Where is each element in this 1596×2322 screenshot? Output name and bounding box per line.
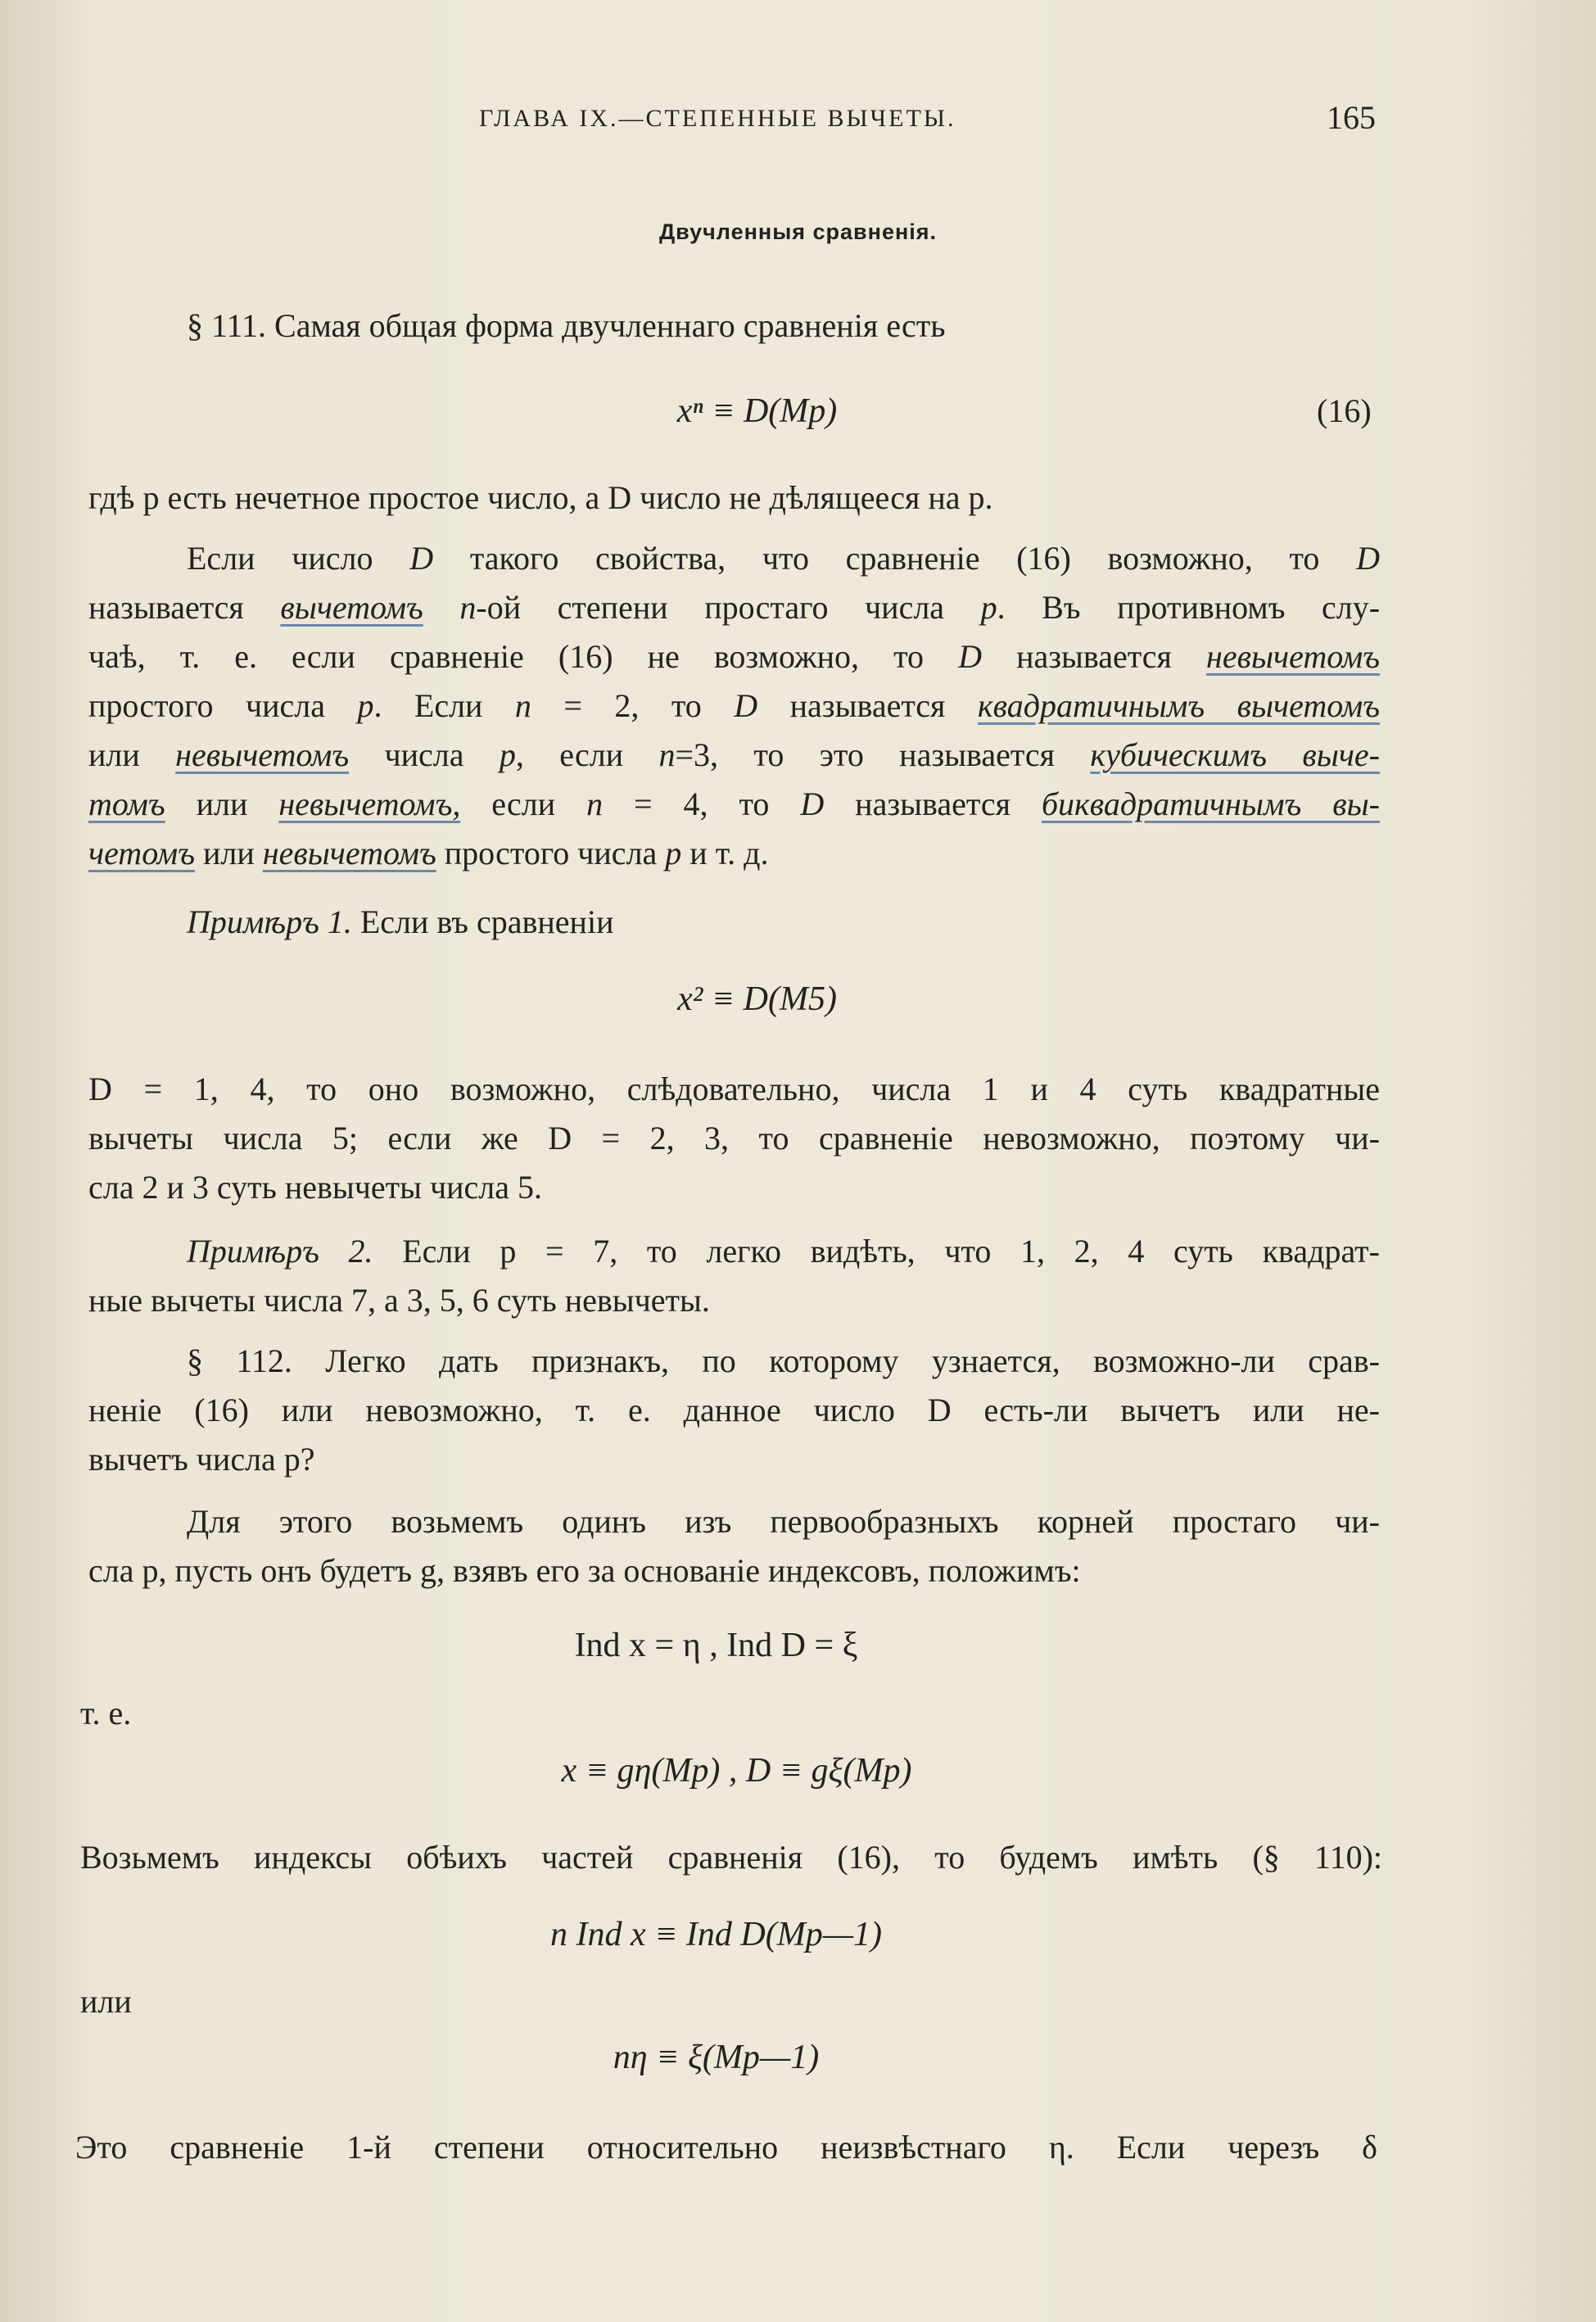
underlined-term: томъ [88,785,165,822]
text-line: чаѣ, т. е. если сравненіе (16) не возможно, то D называется невычетомъ [88,638,1380,675]
text-line: Примѣръ 1. Если въ сравненіи [187,903,614,940]
text-line: Это сравненіе 1-й степени относительно неизвѣстнаго η. Если черезъ δ [75,2129,1377,2166]
underlined-term: биквадратичнымъ вы- [1041,785,1380,822]
equation-powers: x ≡ gη(Mp) , D ≡ gξ(Mp) [561,1752,912,1790]
text-line: сла p, пусть онъ будетъ g, взявъ его за основаніе индексовъ, положимъ: [88,1552,1081,1589]
text-line: называется вычетомъ n-ой степени простаго числа p. Въ противномъ слу- [88,589,1381,626]
equation-number: (16) [1317,392,1372,429]
text-line: Для этого возьмемъ одинъ изъ первообразныхъ корней простаго чи- [187,1503,1380,1540]
underlined-term: кубическимъ выче- [1090,736,1380,773]
running-title: ГЛАВА IX.—СТЕПЕННЫЕ ВЫЧЕТЫ. [479,105,956,132]
text-line: Если число D такого свойства, что сравненіе (16) возможно, то D [187,540,1381,577]
underlined-term: невычетомъ, [278,785,461,822]
text-line: ные вычеты числа 7, а 3, 5, 6 суть невычеты. [88,1282,710,1319]
example-label: Примѣръ 2. [187,1233,373,1270]
text-line: томъ или невычетомъ, если n = 4, то D называется биквадратичнымъ вы- [88,785,1380,822]
te-label: т. е. [80,1695,132,1731]
underlined-term: четомъ [88,835,195,871]
underlined-term: невычетомъ [1205,638,1380,675]
page-number: 165 [1327,99,1376,136]
text-line: вычетъ числа p? [88,1441,315,1478]
text-line: § 111. Самая общая форма двучленнаго сравненія есть [187,307,946,344]
text-line: сла 2 и 3 суть невычеты числа 5. [88,1169,542,1206]
paragraph-indices [88,1497,1380,1596]
section-heading: Двучленныя сравненія. [658,220,938,244]
underlined-term: невычетомъ [262,835,436,871]
paragraph-take-indices [80,1833,1382,1882]
underlined-term: квадратичнымъ вычетомъ [977,687,1381,724]
paragraph-112 [88,1337,1380,1484]
equation-n-eta: nη ≡ ξ(Mp—1) [613,2039,820,2076]
example-1-body [88,1065,1380,1212]
text-line: D = 1, 4, то оно возможно, слѣдовательно, числа 1 и 4 суть квадратные [88,1070,1380,1107]
ili-label: или [80,1983,132,2020]
paragraph-111 [88,301,1380,351]
example-2 [88,1227,1380,1325]
equation-16: xⁿ ≡ D(Mp) [676,392,838,430]
running-head [0,99,1596,143]
equation-ind: Ind x = η , Ind D = ξ [574,1627,858,1664]
paragraph-last [75,2123,1377,2172]
text-line: Возьмемъ индексы обѣихъ частей сравненія (16), то будемъ имѣть (§ 110): [80,1839,1382,1876]
text-line: четомъ или невычетомъ простого числа p и т. д. [88,835,769,871]
text-line: Примѣръ 2. Если p = 7, то легко видѣть, что 1, 2, 4 суть квадрат- [187,1233,1380,1270]
text-line: или невычетомъ числа p, если n=3, то это называется кубическимъ выче- [88,736,1380,773]
equation-x2-mod5: x² ≡ D(M5) [677,980,837,1018]
text-line: простого числа p. Если n = 2, то D называется квадратичнымъ вычетомъ [88,687,1381,724]
example-label: Примѣръ 1. [187,903,352,940]
equation-n-ind: n Ind x ≡ Ind D(Mp—1) [549,1916,883,1953]
underlined-term: вычетомъ [280,589,423,626]
example-1-intro [88,898,1380,947]
text-line: неніе (16) или невозможно, т. е. данное число D есть-ли вычетъ или не- [88,1392,1380,1428]
paragraph-after-eq16 [88,473,1380,523]
paragraph-definition [88,534,1380,878]
text-line: гдѣ p есть нечетное простое число, а D число не дѣлящееся на p. [88,479,993,516]
text-line: § 112. Легко дать признакъ, по которому узнается, возможно-ли срав- [187,1342,1380,1379]
underlined-term: невычетомъ [175,736,350,773]
text-line: вычеты числа 5; если же D = 2, 3, то сравненіе невозможно, поэтому чи- [88,1120,1380,1156]
